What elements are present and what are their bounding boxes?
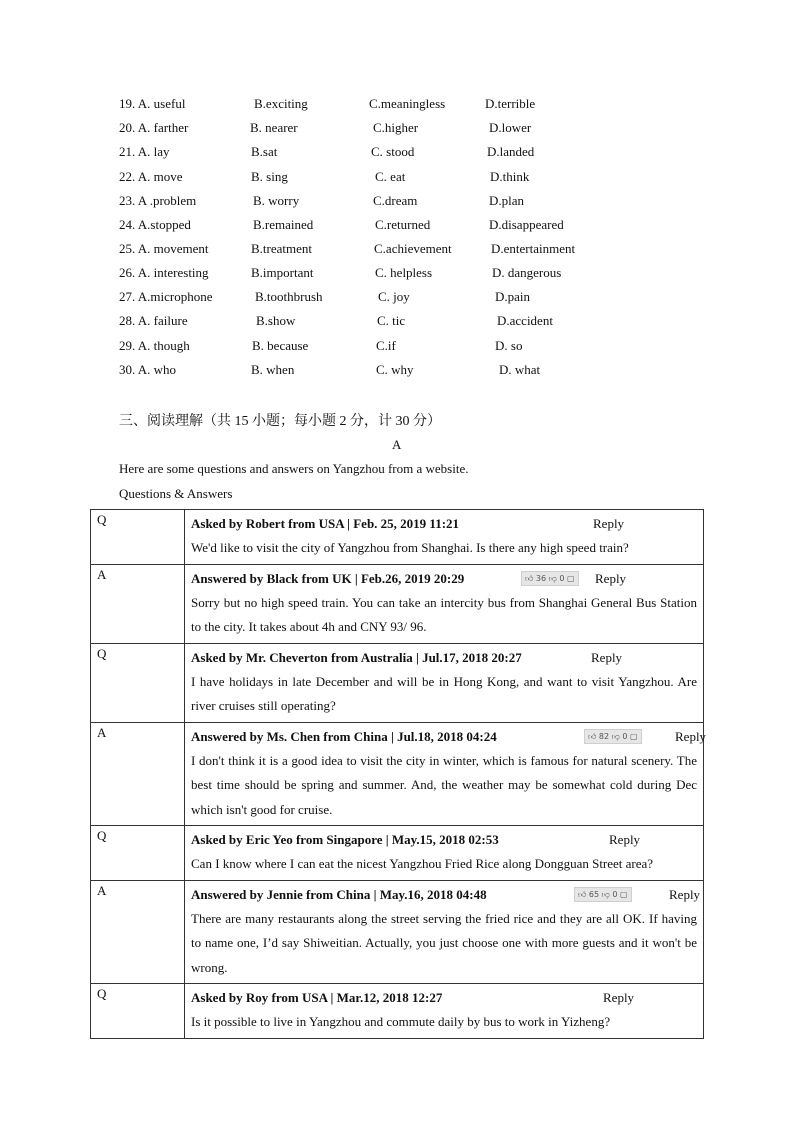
option-a: 29. A. though: [119, 338, 190, 353]
comment-icon[interactable]: ▢: [629, 731, 638, 741]
option-d: D.entertainment: [491, 241, 576, 256]
comment-icon[interactable]: ▢: [619, 889, 628, 899]
table-row: [91, 510, 704, 565]
option-c: C. tic: [377, 313, 406, 328]
thumbs-down-icon[interactable]: 👎︎: [611, 731, 620, 741]
post-header: Asked by Eric Yeo from Singapore | May.15, 2018 02:53: [191, 832, 499, 847]
option-a: 19. A. useful: [119, 96, 186, 111]
option-d: D.pain: [495, 289, 531, 304]
option-c: C.if: [376, 338, 396, 353]
option-a: 20. A. farther: [119, 120, 189, 135]
option-b: B.toothbrush: [255, 289, 323, 304]
option-a: 28. A. failure: [119, 313, 188, 328]
option-c: C. eat: [375, 169, 406, 184]
post-header: Asked by Roy from USA | Mar.12, 2018 12:27: [191, 990, 443, 1005]
option-c: C. joy: [378, 289, 410, 304]
post-type: Q: [91, 643, 185, 722]
post-type: A: [91, 880, 185, 984]
dislike-count: 0: [622, 731, 628, 741]
option-b: B. because: [252, 338, 309, 353]
option-a: 24. A.stopped: [119, 217, 191, 232]
post-type: A: [91, 722, 185, 826]
option-b: B.sat: [251, 144, 278, 159]
post-header: Asked by Robert from USA | Feb. 25, 2019 11:21: [191, 516, 460, 531]
reply-link[interactable]: Reply: [675, 728, 707, 744]
thumbs-up-icon[interactable]: 👍︎: [588, 731, 597, 741]
option-c: C.meaningless: [369, 96, 446, 111]
option-a: 22. A. move: [119, 169, 183, 184]
passage-intro: Here are some questions and answers on Yangzhou from a website.: [119, 461, 469, 476]
post-type: Q: [91, 826, 185, 881]
option-a: 23. A .problem: [119, 193, 197, 208]
thumbs-up-icon[interactable]: 👍︎: [578, 889, 587, 899]
comment-icon[interactable]: ▢: [566, 573, 575, 583]
option-b: B. sing: [251, 169, 288, 184]
section-title: 三、阅读理解（共 15 小题；每小题 2 分，计 30 分）: [119, 414, 441, 429]
option-c: C. stood: [371, 144, 415, 159]
post-text: Is it possible to live in Yangzhou and commute daily by bus to work in Yizheng?: [191, 1014, 611, 1029]
post-body: [185, 984, 704, 1039]
dislike-count: 0: [612, 889, 618, 899]
reply-link[interactable]: Reply: [595, 570, 627, 586]
vote-widget: [584, 729, 642, 744]
option-d: D.terrible: [485, 96, 536, 111]
like-count: 36: [535, 573, 547, 583]
option-d: D. so: [495, 338, 523, 353]
option-d: D.disappeared: [489, 217, 564, 232]
post-text: There are many restaurants along the street serving the fried rice and they are all OK. If having to name one, I’d say Shiweitian. Actually, you just choose one with more guests and it won't be wrong.: [191, 910, 697, 975]
post-body: [185, 510, 704, 565]
reply-link[interactable]: Reply: [669, 886, 701, 902]
option-c: C. why: [376, 362, 414, 377]
option-d: D. what: [499, 362, 541, 377]
table-row: [91, 643, 704, 722]
dislike-count: 0: [559, 573, 565, 583]
post-text: Can I know where I can eat the nicest Yangzhou Fried Rice along Dongguan Street area?: [191, 856, 654, 871]
option-a: 26. A. interesting: [119, 265, 209, 280]
option-c: C.achievement: [374, 241, 452, 256]
table-row: [91, 984, 704, 1039]
post-body: [185, 564, 704, 643]
post-header: Asked by Mr. Cheverton from Australia | Jul.17, 2018 20:27: [191, 649, 522, 665]
passage-letter: A: [392, 437, 402, 452]
option-d: D. dangerous: [492, 265, 562, 280]
option-a: 21. A. lay: [119, 144, 170, 159]
table-row: [91, 564, 704, 643]
option-d: D.think: [490, 169, 530, 184]
option-a: 30. A. who: [119, 362, 177, 377]
option-b: B.remained: [253, 217, 314, 232]
vote-widget: [574, 887, 632, 902]
option-b: B. when: [251, 362, 295, 377]
post-body: [185, 722, 707, 826]
post-text: We'd like to visit the city of Yangzhou from Shanghai. Is there any high speed train?: [191, 540, 629, 555]
post-header: Answered by Ms. Chen from China | Jul.18, 2018 04:24: [191, 728, 497, 744]
thumbs-down-icon[interactable]: 👎︎: [601, 889, 610, 899]
option-c: C.dream: [373, 193, 418, 208]
post-type: A: [91, 564, 185, 643]
option-d: D.lower: [489, 120, 532, 135]
reply-link[interactable]: Reply: [593, 516, 625, 531]
option-d: D.plan: [489, 193, 525, 208]
post-text: I have holidays in late December and will be in Hong Kong, and want to visit Yangzhou. Are river cruises still operating?: [191, 673, 697, 713]
post-body: [185, 643, 704, 722]
option-b: B.show: [256, 313, 296, 328]
post-header: Answered by Black from UK | Feb.26, 2019 20:29: [191, 570, 465, 586]
option-a: 27. A.microphone: [119, 289, 213, 304]
option-a: 25. A. movement: [119, 241, 209, 256]
option-c: C.returned: [375, 217, 431, 232]
option-c: C.higher: [373, 120, 419, 135]
option-b: B.treatment: [251, 241, 313, 256]
option-c: C. helpless: [375, 265, 433, 280]
post-body: [185, 826, 704, 881]
table-row: [91, 826, 704, 881]
qa-table: [90, 509, 707, 1039]
like-count: 82: [598, 731, 610, 741]
option-d: D.accident: [497, 313, 553, 328]
post-body: [185, 880, 704, 984]
table-row: [91, 722, 704, 826]
thumbs-up-icon[interactable]: 👍︎: [525, 573, 534, 583]
option-b: B. nearer: [250, 120, 298, 135]
vote-widget: [521, 571, 579, 586]
option-b: B.exciting: [254, 96, 308, 111]
reply-link[interactable]: Reply: [591, 649, 623, 665]
option-b: B.important: [251, 265, 314, 280]
option-b: B. worry: [253, 193, 300, 208]
reply-link[interactable]: Reply: [603, 990, 635, 1005]
post-text: I don't think it is a good idea to visit the city in winter, which is famous for natural scenery. The best time should be spring and summer. And, the weather may be somewhat cold during Dec which isn't good for cruise.: [191, 752, 697, 817]
reply-link[interactable]: Reply: [609, 832, 641, 847]
post-type: Q: [91, 984, 185, 1039]
post-type: Q: [91, 510, 185, 565]
qa-heading: Questions & Answers: [119, 486, 233, 501]
post-header: Answered by Jennie from China | May.16, 2018 04:48: [191, 886, 487, 902]
table-row: [91, 880, 704, 984]
post-text: Sorry but no high speed train. You can take an intercity bus from Shanghai General Bus Station to the city. It takes about 4h and CNY 93/ 96.: [191, 594, 697, 634]
option-d: D.landed: [487, 144, 535, 159]
thumbs-down-icon[interactable]: 👎︎: [548, 573, 557, 583]
like-count: 65: [588, 889, 600, 899]
